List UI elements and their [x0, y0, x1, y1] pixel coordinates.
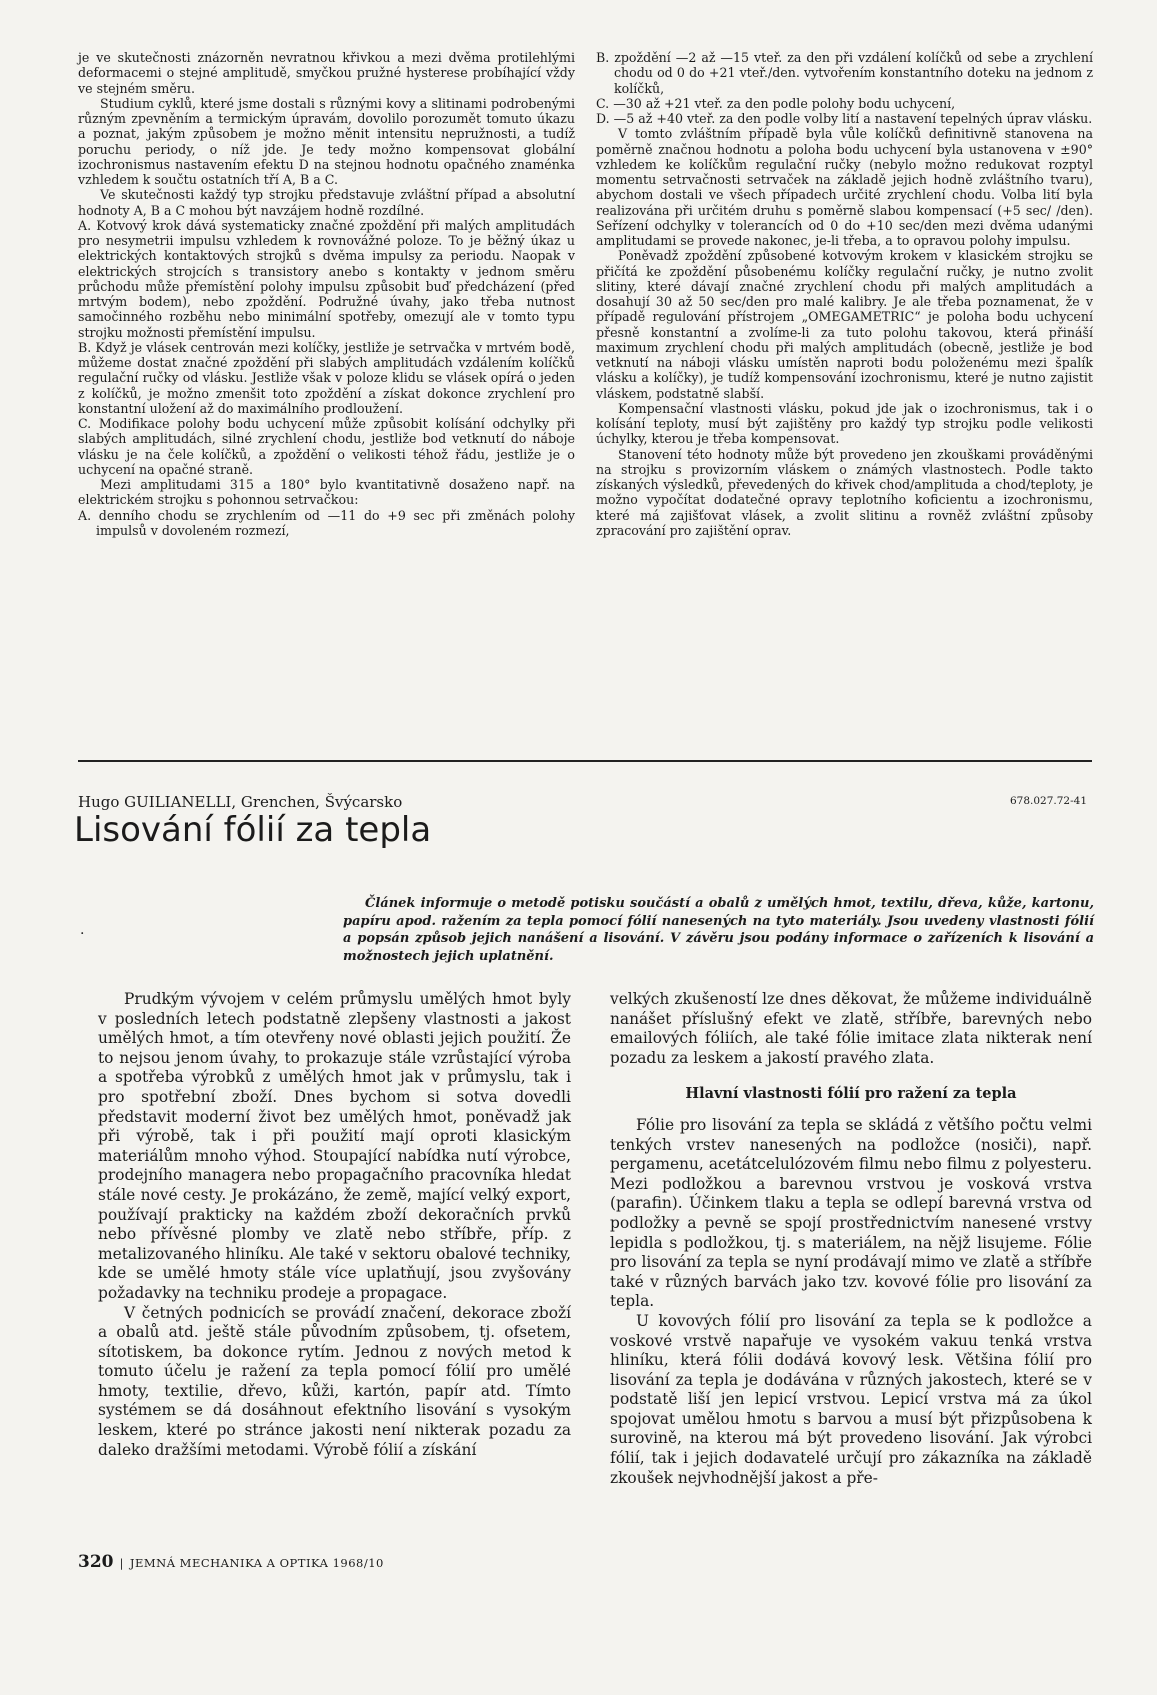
paragraph: C. Modifikace polohy bodu uchycení může způsobit kolísání odchylky při slabých amplitudách, silné zrychlení chodu, jestliže bod vetknutí do náboje vlásku je na čele kolíčků, a zpoždění o velikosti téhož řádu, jestliže je o uchycení na opačné straně. — [78, 416, 575, 477]
top-left-column — [78, 50, 575, 538]
paragraph: D. —5 až +40 vteř. za den podle volby lití a nastavení tepelných úprav vlásku. — [596, 111, 1093, 126]
paragraph: Studium cyklů, které jsme dostali s různými kovy a slitinami podrobenými různým zpevněním a termickým úpravám, dovolilo porozumět tomuto úkazu a poznat, jakým způsobem je možno měnit intensitu nepružnosti, a tudíž poruchu periody, o níž jde. Je tedy možno kompensovat globální izochronismus nastavením efektu D na stejnou hodnotu opačného znaménka vzhledem k součtu ostatních tří A, B a C. — [78, 95, 575, 187]
paragraph: C. —30 až +21 vteř. za den podle polohy bodu uchycení, — [596, 95, 956, 111]
paragraph: Fólie pro lisování za tepla se skládá z většího počtu velmi tenkých vrstev nanesených na podložce (nosiči), např. pergamenu, acetátcelulózovém filmu nebo filmu z polyesteru. Mezi podložkou a barevnou vrstvou je vosková vrstva (parafin). Účinkem tlaku a tepla se odlepí barevná vrstva od podložky a pevně se spojí prostřednictvím nanesené vrstvy lepidla s podložkou, tj. s materiálem, na nějž lisujeme. Fólie pro lisování za tepla se nyní prodávají mimo ve zlatě a stříbře také v různých barvách jako tzv. kovové fólie pro lisování za tepla. — [610, 1115, 1092, 1311]
section-subheading: Hlavní vlastnosti fólií pro ražení za tepla — [685, 1085, 1017, 1103]
article-title: Lisování fólií za tepla — [74, 810, 432, 850]
article-abstract: Článek informuje o metodě potisku součástí a obalů z umělých hmot, textilu, dřeva, kůže, kartonu, papíru apod. ražením za tepla pomocí fólií nanesených na tyto materiály. Jsou uvedeny vlastnosti fólií a popsán způsob jejich nanášení a lisování. V závěru jsou podány informace o zařízeních k lisování a možnostech jejich uplatnění. — [343, 896, 1094, 964]
paragraph: Ve skutečnosti každý typ strojku představuje zvláštní případ a absolutní hodnoty A, B a C mohou být navzájem hodně rozdílné. — [78, 187, 575, 218]
paragraph: Mezi amplitudami 315 a 180° bylo kvantitativně dosaženo např. na elektrickém strojku s pohonnou setrvačkou: — [78, 477, 575, 508]
classification-code: 678.027.72-41 — [1009, 795, 1087, 807]
section-divider — [78, 760, 1092, 762]
paragraph: B. zpoždění —2 až —15 vteř. za den při vzdálení kolíčků od sebe a zrychlení chodu od 0 do +21 vteř./den. vytvořením konstantního doteku na jednom z kolíčků, — [596, 50, 1093, 96]
paragraph: Kompensační vlastnosti vlásku, pokud jde jak o izochronismus, tak i o kolísání teploty, musí být zajištěny pro každý typ strojku podle velikosti úchylky, kterou je třeba kompensovat. — [596, 400, 1093, 447]
paragraph: Poněvadž zpoždění způsobené kotvovým krokem v klasickém strojku se přičítá ke zpoždění působenému kolíčky regulační ručky, je nutno zvolit slitiny, které dávají značné zrychlení chodu při malých amplitudách a dosahují 30 až 50 sec/den pro malé kalibry. Je ale třeba poznamenat, že v případě regulování přístrojem „OMEGAMETRIC“ je poloha bodu uchycení přesně konstantní a zvolíme-li za tuto polohu takovou, která přináší maximum zrychlení chodu při malých amplitudách (obecně, jestliže je bod vetknutí na náboji vlásku umístěn naproti bodu položenému mezi špalík vlásku a kolíčky), je tudíž kompensování izochronismu, které je nutno zajistit vláskem, podstatně slabší. — [596, 248, 1093, 401]
paragraph: A. denního chodu se zrychlením od —11 do +9 sec při změnách polohy impulsů v dovoleném rozmezí, — [78, 507, 575, 538]
paragraph: velkých zkušeností lze dnes děkovat, že můžeme individuálně nanášet příslušný efekt ve zlatě, stříbře, barevných nebo emailových fóliích, ale také fólie imitace zlata nikterak není pozadu za leskem a jakostí pravého zlata. — [610, 990, 1092, 1067]
paragraph: V četných podnicích se provádí značení, dekorace zboží a obalů atd. ještě stále původním způsobem, tj. ofsetem, sítotiskem, ba dokonce rytím. Jednou z nových metod k tomuto účelu je ražení za tepla pomocí fólií pro umělé hmoty, textilie, dřevo, kůži, kartón, papír atd. Tímto systémem se dá dosáhnout efektního lisování s vysokým leskem, které po stránce jakosti není nikterak pozadu za daleko dražšími metodami. Výrobě fólií a získání — [98, 1303, 571, 1459]
page-number: 320 — [78, 1552, 114, 1572]
paragraph: V tomto zvláštním případě byla vůle kolíčků definitivně stanovena na poměrně značnou hodnotu a poloha bodu uchycení byla ustanovena v ±90° vzhledem ke kolíčkům regulační ručky (nebylo možno redukovat rozptyl momentu setrvačnosti setrvaček na základě jejich hodně zvláštního tvaru), abychom dostali ve všech případech určité zrychlení chodu. Volba lití byla realizována při určitém druhu s poměrně slabou kompensací (+5 sec/ /den). Seřízení odchylky v tolerancích od 0 do +10 sec/den mezi dvěma udanými amplitudami se provede nakonec, je-li třeba, a to opravou polohy impulsu. — [596, 126, 1093, 248]
bottom-right-column — [610, 990, 1092, 1488]
margin-mark: . — [80, 922, 85, 938]
paragraph: B. Když je vlásek centrován mezi kolíčky, jestliže je setrvačka v mrtvém bodě, můžeme dostat značné zpoždění při slabých amplitudách vzdálením kolíčků regulační ručky od vlásku. Jestliže však v poloze klidu se vlásek opírá o jeden z kolíčků, je možno zmenšit toto zpoždění a získat dokonce zrychlení pro konstantní uložení až do maximálního prodloužení. — [78, 339, 575, 416]
footer-separator: | — [119, 1556, 124, 1570]
paragraph: Prudkým vývojem v celém průmyslu umělých hmot byly v posledních letech podstatně zlepšeny vlastnosti a jakost umělých hmot, a tím otevřeny nové oblasti jejich použití. Že to nejsou jenom úvahy, to prokazuje stále vzrůstající výroba a spotřeba výrobků z umělých hmot jak v průmyslu, tak i pro spotřební zboží. Dnes bychom si sotva dovedli představit moderní život bez umělých hmot, poněvadž jak při výrobě, tak i při použití mají oproti klasickým materiálům mnoho výhod. Stoupající nabídka nutí výrobce, prodejního managera nebo propagačního pracovníka hledat stále nové cesty. Je prokázáno, že země, mající velký export, používají prakticky na každém zboží dekoračních prvků nebo přívěsné plomby ve zlatě nebo stříbře, příp. z metalizovaného hliníku. Ale také v sektoru obalové techniky, kde se umělé hmoty stále více uplatňují, jsou zvyšovány požadavky na techniku prodeje a propagace. — [98, 990, 571, 1302]
top-right-column — [596, 50, 1093, 538]
bottom-left-column — [98, 990, 571, 1460]
page-footer — [78, 1552, 384, 1572]
paragraph: je ve skutečnosti znázorněn nevratnou křivkou a mezi dvěma protilehlými deformacemi o stejné amplitudě, smyčkou pružné hysterese probíhající vždy ve stejném směru. — [78, 50, 575, 96]
article-author: Hugo GUILIANELLI, Grenchen, Švýcarsko — [78, 793, 403, 811]
paragraph: U kovových fólií pro lisování za tepla se k podložce a voskové vrstvě napařuje ve vysokém vakuu tenká vrstva hliníku, která fólii dodává kovový lesk. Většina fólií pro lisování za tepla je dodávána v různých jakostech, které se v podstatě liší jen lepicí vrstvou. Lepicí vrstva má za úkol spojovat umělou hmotu s barvou a musí být přizpůsobena k surovině, na kterou má být provedeno lisování. Jak výrobci fólií, tak i jejich dodavatelé určují pro zákazníka na základě zkoušek nejvhodnější jakost a pře- — [610, 1311, 1092, 1487]
bottom-right-paragraphs — [610, 1116, 1092, 1488]
paragraph: A. Kotvový krok dává systematicky značné zpoždění při malých amplitudách pro nesymetrii impulsu vzhledem k rovnovážné poloze. To je běžný úkaz u elektrických kontaktových strojků s dvěma impulsy za periodu. Naopak v elektrických strojcích s transistory anebo s kontakty v jednom směru průchodu může přemístění polohy impulsu způsobit buď předcházení (před mrtvým bodem), nebo zpoždění. Podružné úvahy, jako třeba nutnost samočinného rozběhu nebo minimální spotřeby, omezují ale v tomto typu strojku možnosti přemístění impulsu. — [78, 217, 575, 340]
paragraph: Stanovení této hodnoty může být provedeno jen zkouškami prováděnými na strojku s provizorním vláskem o známých vlastnostech. Podle takto získaných výsledků, převedených do křivek chod/amplituda a chod/teploty, je možno vypočítat dodatečné opravy teplotního koficientu a izochronismu, které má zajišťovat vlásek, a zvolit slitinu a rovněž zvláštní způsoby zpracování pro zajištění oprav. — [596, 446, 1093, 538]
journal-name: JEMNÁ MECHANIKA A OPTIKA 1968/10 — [129, 1556, 384, 1570]
